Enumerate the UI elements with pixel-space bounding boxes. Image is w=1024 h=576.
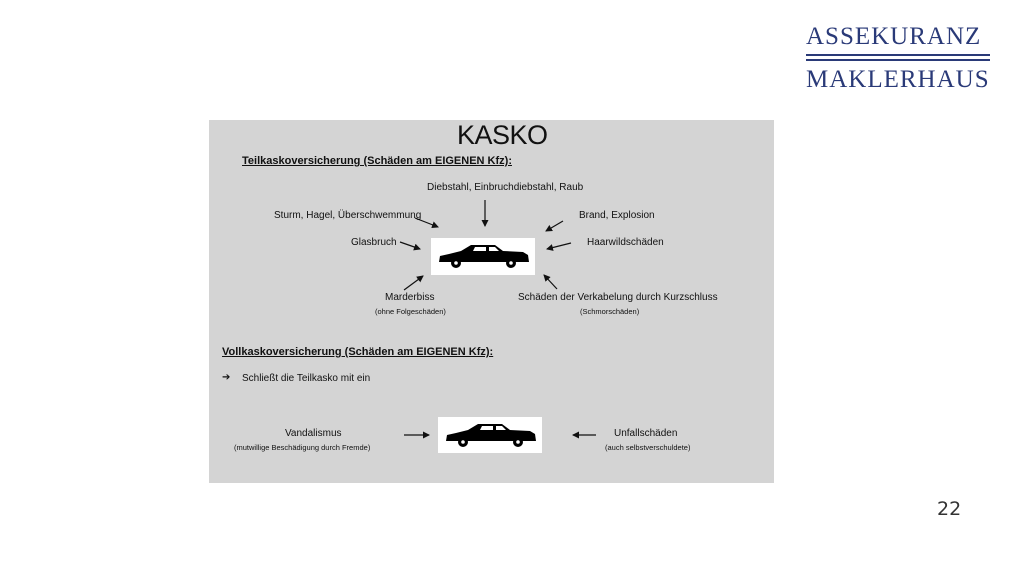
kasko-diagram — [209, 120, 774, 483]
arrow-bottom-left — [404, 276, 423, 290]
teilkasko-heading: Teilkaskoversicherung (Schäden am EIGENEN Kfz): — [242, 155, 512, 167]
right-arrow-icon: ➔ — [222, 372, 231, 383]
logo-line-1: ASSEKURANZ — [806, 23, 982, 50]
page-number: 22 — [937, 498, 962, 520]
label-diebstahl: Diebstahl, Einbruchdiebstahl, Raub — [427, 182, 584, 193]
label-sturm: Sturm, Hagel, Überschwemmung — [274, 210, 422, 221]
vollkasko-heading: Vollkaskoversicherung (Schäden am EIGENEN Kfz): — [222, 346, 494, 358]
label-marderbiss: Marderbiss — [385, 292, 435, 303]
note-verkabelung: (Schmorschäden) — [580, 307, 640, 316]
note-vandalismus: (mutwillige Beschädigung durch Fremde) — [234, 443, 371, 452]
arrow-upper-left — [415, 218, 438, 227]
note-marderbiss: (ohne Folgeschäden) — [375, 307, 446, 316]
label-glasbruch: Glasbruch — [351, 237, 397, 248]
arrow-left — [400, 242, 420, 249]
logo-line-2: MAKLERHAUS — [806, 66, 990, 93]
arrows-layer — [209, 120, 774, 483]
label-brand: Brand, Explosion — [579, 210, 655, 221]
logo-divider — [806, 54, 990, 56]
label-verkabelung: Schäden der Verkabelung durch Kurzschluss — [518, 292, 718, 303]
label-haarwild: Haarwildschäden — [587, 237, 664, 248]
label-vandalismus: Vandalismus — [285, 428, 342, 439]
arrow-right — [547, 243, 571, 249]
vollkasko-bullet: Schließt die Teilkasko mit ein — [242, 373, 371, 384]
label-unfall: Unfallschäden — [614, 428, 678, 439]
logo-divider-2 — [806, 59, 990, 61]
company-logo — [806, 24, 990, 93]
diagram-title: KASKO — [457, 120, 548, 150]
arrow-upper-right — [546, 221, 563, 231]
arrow-bottom-right — [544, 275, 557, 289]
note-unfall: (auch selbstverschuldete) — [605, 443, 691, 452]
